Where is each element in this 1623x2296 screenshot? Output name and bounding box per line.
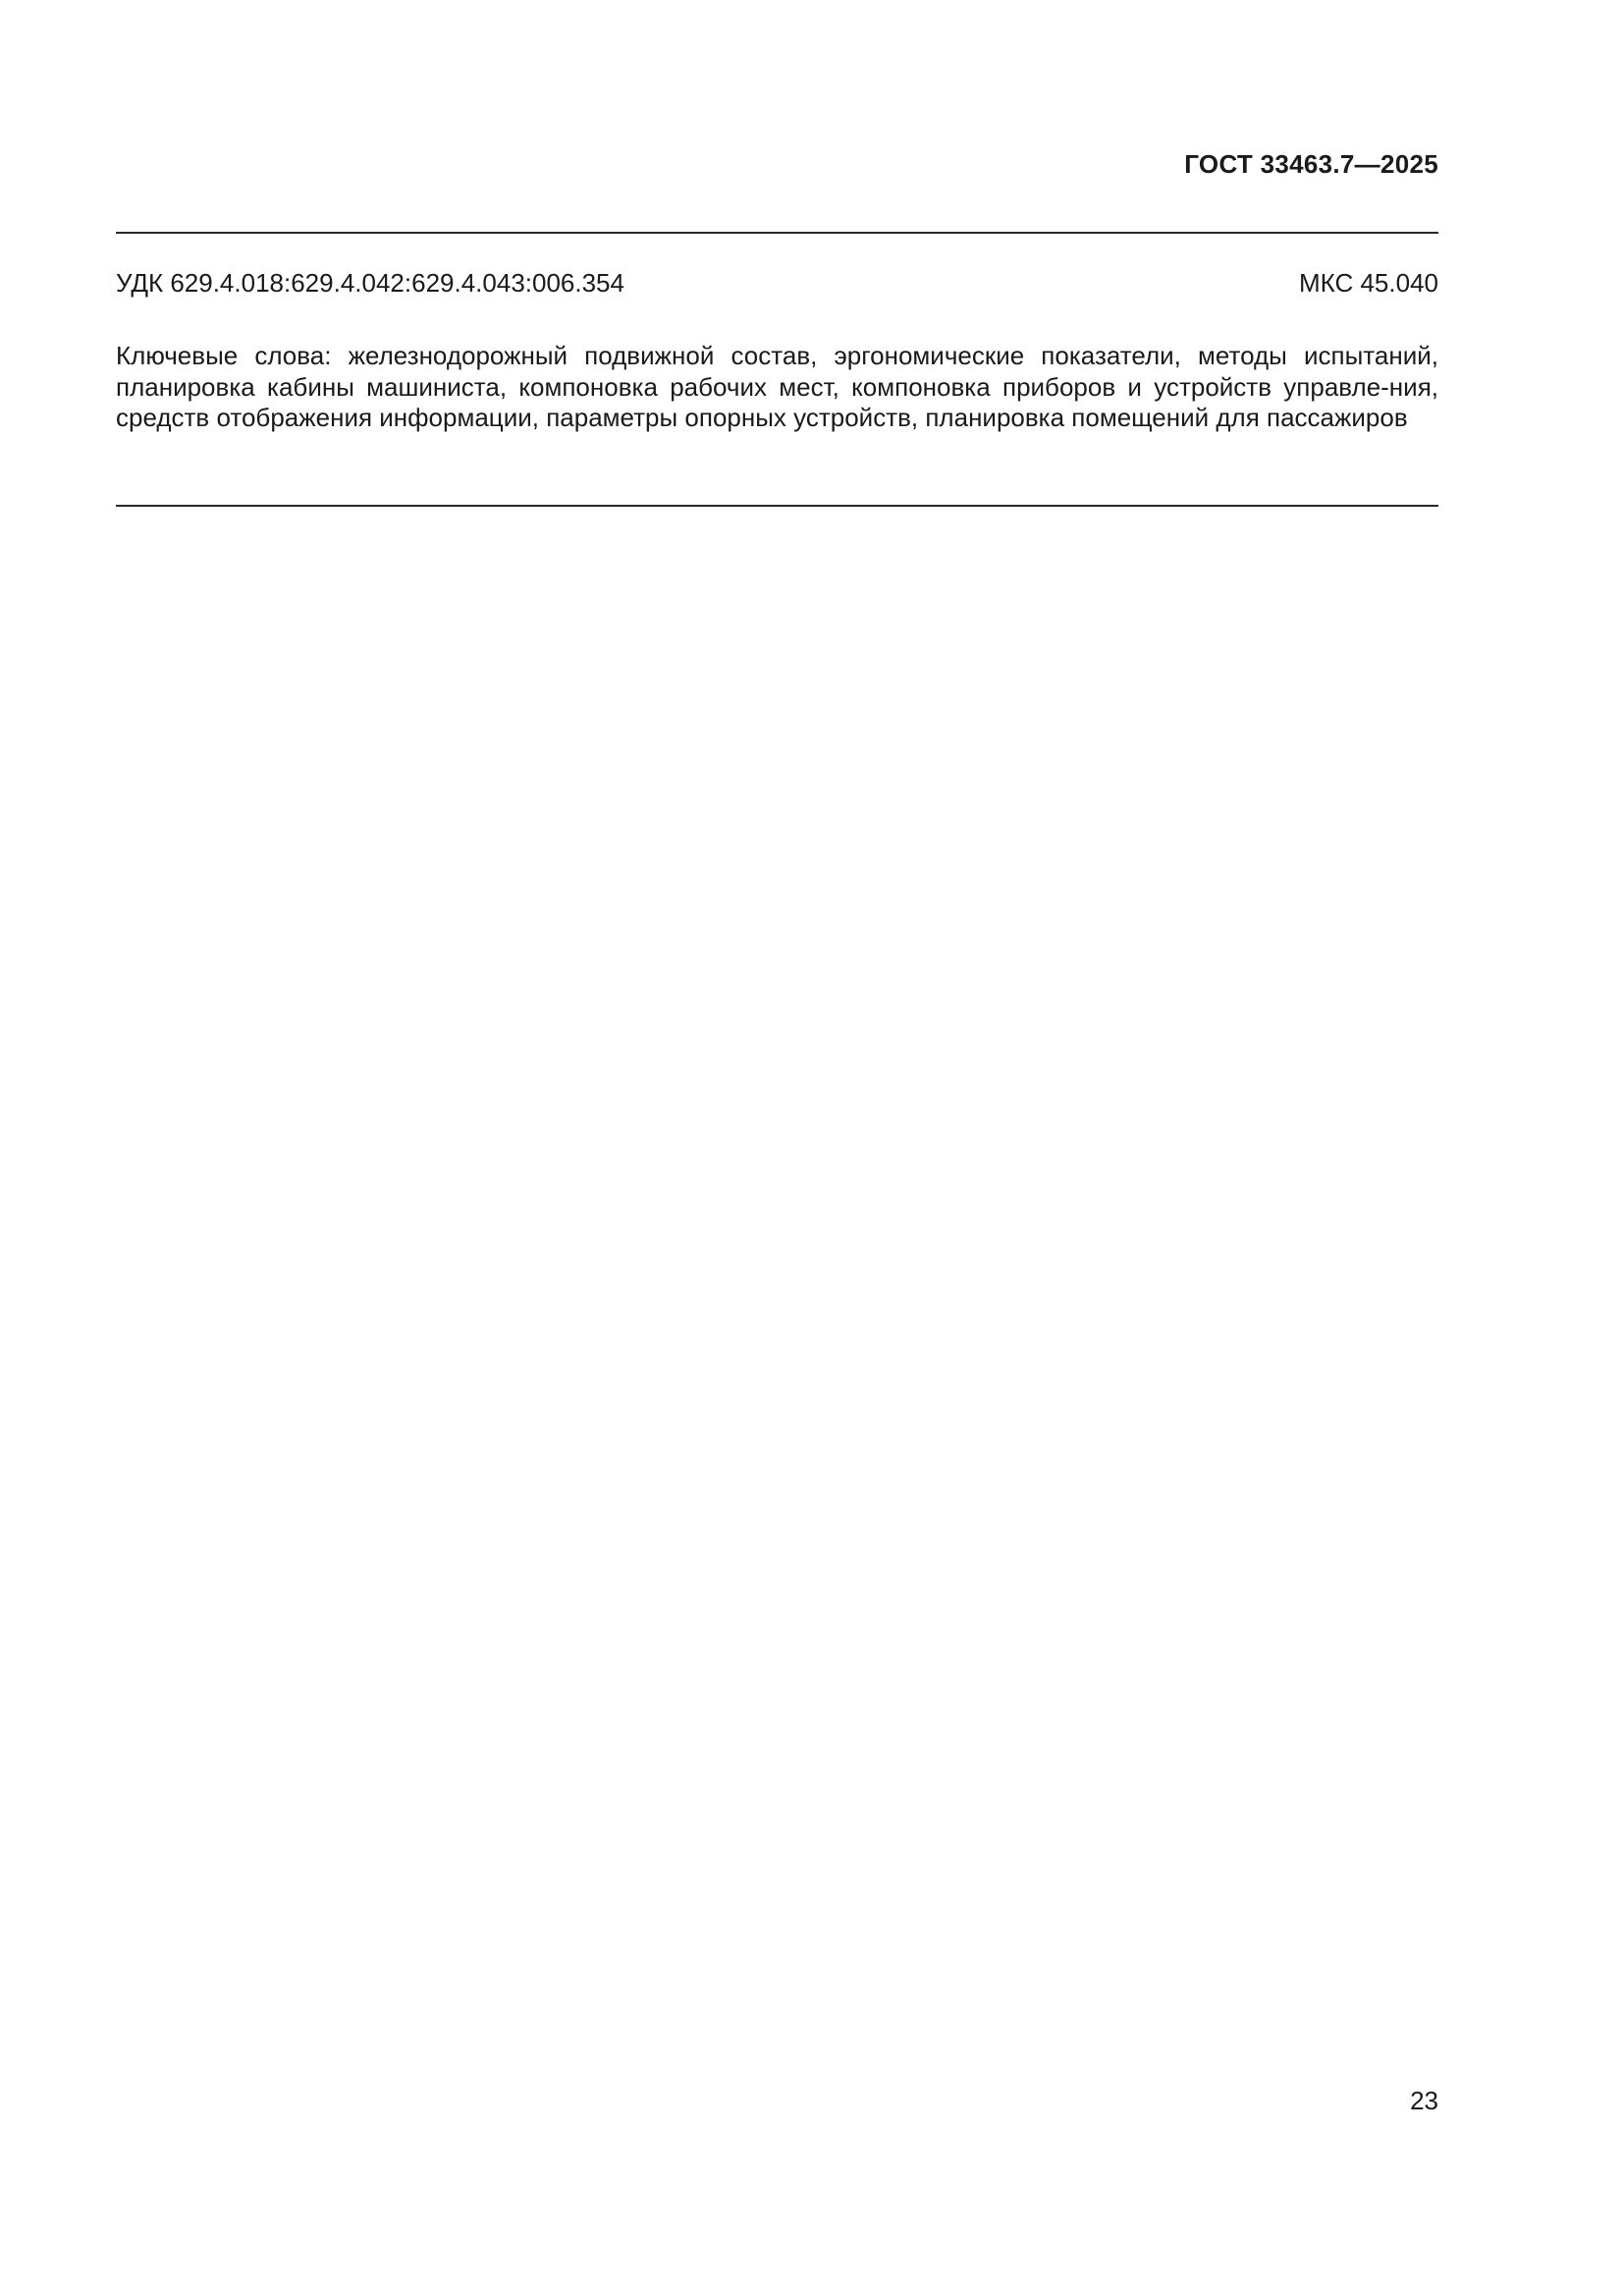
bottom-divider <box>116 505 1438 507</box>
udc-code: УДК 629.4.018:629.4.042:629.4.043:006.354 <box>116 268 624 298</box>
keywords-paragraph: Ключевые слова: железнодорожный подвижной состав, эргономические показатели, методы испытаний, планировка кабины машиниста, компоновка рабочих мест, компоновка приборов и устройств управле-ния, средств отображения информации, параметры опорных устройств, планировка помещений для пассажиров <box>116 341 1438 432</box>
top-divider <box>116 232 1438 234</box>
classification-row <box>116 268 1438 299</box>
standard-code: ГОСТ 33463.7—2025 <box>1184 149 1438 179</box>
page-number: 23 <box>1410 2086 1438 2115</box>
ics-code: МКС 45.040 <box>1298 268 1438 298</box>
